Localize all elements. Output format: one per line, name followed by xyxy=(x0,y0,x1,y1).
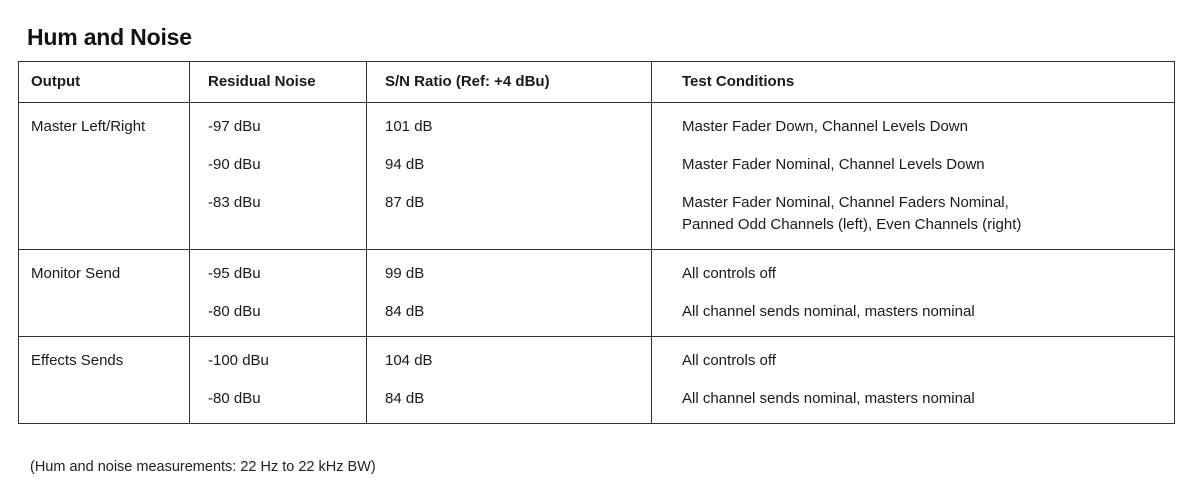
header-output: Output xyxy=(19,62,190,103)
output-cell: Effects Sends xyxy=(19,337,190,373)
residual-noise-cell: -83 dBu xyxy=(190,176,367,250)
sn-ratio-cell: 104 dB xyxy=(367,337,652,373)
test-condition-line: Panned Odd Channels (left), Even Channels (right) xyxy=(682,216,1022,233)
table-row xyxy=(19,337,1175,373)
residual-noise-cell: -100 dBu xyxy=(190,337,367,373)
header-residual-noise: Residual Noise xyxy=(190,62,367,103)
header-sn-ratio: S/N Ratio (Ref: +4 dBu) xyxy=(367,62,652,103)
test-condition-line: All controls off xyxy=(682,265,776,282)
residual-noise-cell: -90 dBu xyxy=(190,138,367,176)
test-condition-line: All channel sends nominal, masters nominal xyxy=(682,390,975,407)
sn-ratio-cell: 84 dB xyxy=(367,372,652,424)
output-cell: Monitor Send xyxy=(19,250,190,286)
residual-noise-cell: -80 dBu xyxy=(190,285,367,337)
test-condition-line: Master Fader Nominal, Channel Faders Nominal, xyxy=(682,194,1009,211)
test-condition-line: All controls off xyxy=(682,352,776,369)
test-condition-line: All channel sends nominal, masters nominal xyxy=(682,303,975,320)
footnote: (Hum and noise measurements: 22 Hz to 22 kHz BW) xyxy=(30,459,376,475)
test-conditions-cell xyxy=(652,337,1175,373)
output-cell xyxy=(19,176,190,250)
test-conditions-cell xyxy=(652,103,1175,139)
table-header-row xyxy=(19,62,1175,103)
header-test-conditions: Test Conditions xyxy=(652,62,1175,103)
sn-ratio-cell: 94 dB xyxy=(367,138,652,176)
output-cell: Master Left/Right xyxy=(19,103,190,139)
test-conditions-cell xyxy=(652,250,1175,286)
table-row xyxy=(19,285,1175,337)
sn-ratio-cell: 101 dB xyxy=(367,103,652,139)
test-conditions-cell xyxy=(652,285,1175,337)
output-cell xyxy=(19,372,190,424)
test-condition-line: Master Fader Nominal, Channel Levels Down xyxy=(682,156,985,173)
test-condition-line: Master Fader Down, Channel Levels Down xyxy=(682,118,968,135)
hum-noise-table xyxy=(18,61,1175,424)
table-row xyxy=(19,250,1175,286)
test-conditions-cell xyxy=(652,176,1175,250)
residual-noise-cell: -95 dBu xyxy=(190,250,367,286)
table-row xyxy=(19,138,1175,176)
output-cell xyxy=(19,285,190,337)
sn-ratio-cell: 99 dB xyxy=(367,250,652,286)
residual-noise-cell: -80 dBu xyxy=(190,372,367,424)
sn-ratio-cell: 87 dB xyxy=(367,176,652,250)
section-title: Hum and Noise xyxy=(27,24,192,50)
table-body xyxy=(19,103,1175,424)
table-row xyxy=(19,103,1175,139)
sn-ratio-cell: 84 dB xyxy=(367,285,652,337)
output-cell xyxy=(19,138,190,176)
table-row xyxy=(19,176,1175,250)
test-conditions-cell xyxy=(652,138,1175,176)
table-row xyxy=(19,372,1175,424)
test-conditions-cell xyxy=(652,372,1175,424)
residual-noise-cell: -97 dBu xyxy=(190,103,367,139)
